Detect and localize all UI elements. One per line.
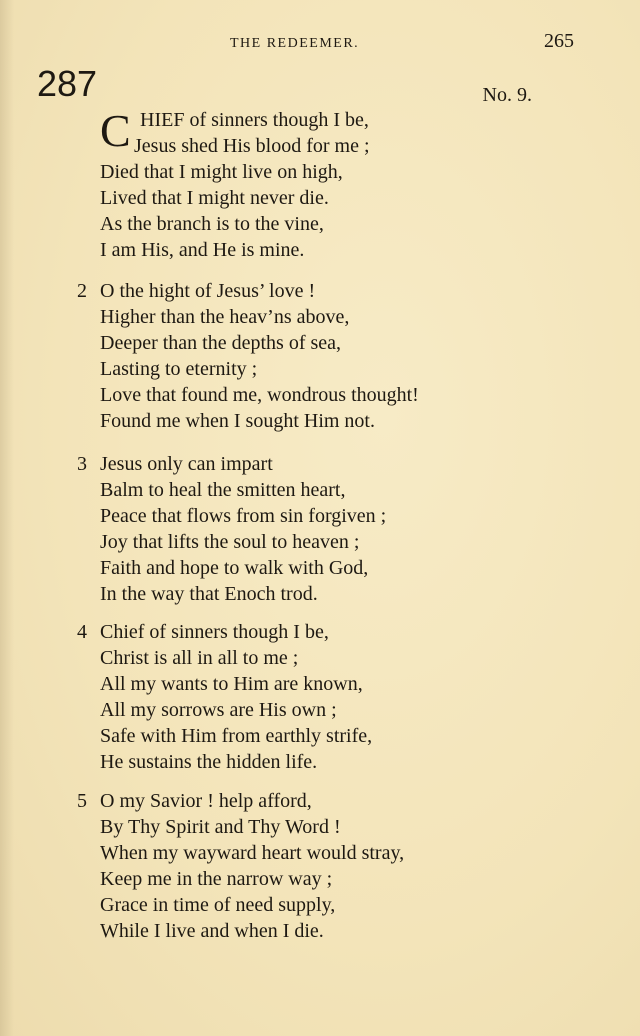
stanza-line: As the branch is to the vine, [100, 213, 324, 235]
verse-number: 5 [77, 790, 87, 812]
stanza-4 [0, 619, 640, 775]
stanza-line: When my wayward heart would stray, [100, 842, 405, 864]
page-number: 265 [544, 30, 574, 52]
stanza-5 [0, 788, 640, 944]
stanza-line: HIEF of sinners though I be, [140, 109, 369, 131]
drop-cap: C [100, 105, 131, 156]
stanza-line: Grace in time of need supply, [100, 894, 336, 916]
verse-number: 3 [77, 453, 87, 475]
stanza-line: Jesus shed His blood for me ; [134, 135, 370, 157]
stanza-line-text: O the hight of Jesus’ love ! [100, 280, 316, 302]
stanza-line: Joy that lifts the soul to heaven ; [100, 531, 360, 553]
stanza-line [0, 788, 640, 814]
stanza-line: Faith and hope to walk with God, [100, 557, 369, 579]
stanza-line: While I live and when I die. [100, 920, 324, 942]
stanza-line: I am His, and He is mine. [100, 239, 305, 261]
stanza-line: He sustains the hidden life. [100, 751, 318, 773]
running-title: THE REDEEMER. [230, 36, 360, 51]
stanza-3 [0, 451, 640, 607]
stanza-2 [0, 278, 640, 434]
verse-number: 2 [77, 280, 87, 302]
stanza-1 [0, 107, 640, 263]
stanza-line: Keep me in the narrow way ; [100, 868, 333, 890]
stanza-line: Christ is all in all to me ; [100, 647, 299, 669]
stanza-line: Lived that I might never die. [100, 187, 329, 209]
stanza-line: Balm to heal the smitten heart, [100, 479, 346, 501]
stanza-line [0, 278, 640, 304]
stanza-line-text: O my Savior ! help afford, [100, 790, 312, 812]
stanza-line: In the way that Enoch trod. [100, 583, 318, 605]
stanza-line [0, 619, 640, 645]
tune-reference: No. 9. [482, 84, 532, 106]
verse-number: 4 [77, 621, 87, 643]
stanza-line: Peace that flows from sin forgiven ; [100, 505, 387, 527]
stanza-line: Love that found me, wondrous thought! [100, 384, 419, 406]
stanza-line: All my wants to Him are known, [100, 673, 363, 695]
stanza-line: Found me when I sought Him not. [100, 410, 375, 432]
stanza-line: Deeper than the depths of sea, [100, 332, 342, 354]
stanza-line [0, 451, 640, 477]
hymn-number: 287 [37, 63, 98, 104]
stanza-line: Safe with Him from earthly strife, [100, 725, 373, 747]
stanza-line: Died that I might live on high, [100, 161, 343, 183]
stanza-line-text: Chief of sinners though I be, [100, 621, 329, 643]
stanza-line: All my sorrows are His own ; [100, 699, 337, 721]
stanza-line-text: Jesus only can impart [100, 453, 273, 475]
stanza-line: Higher than the heav’ns above, [100, 306, 350, 328]
stanza-line: By Thy Spirit and Thy Word ! [100, 816, 341, 838]
stanza-line: Lasting to eternity ; [100, 358, 258, 380]
